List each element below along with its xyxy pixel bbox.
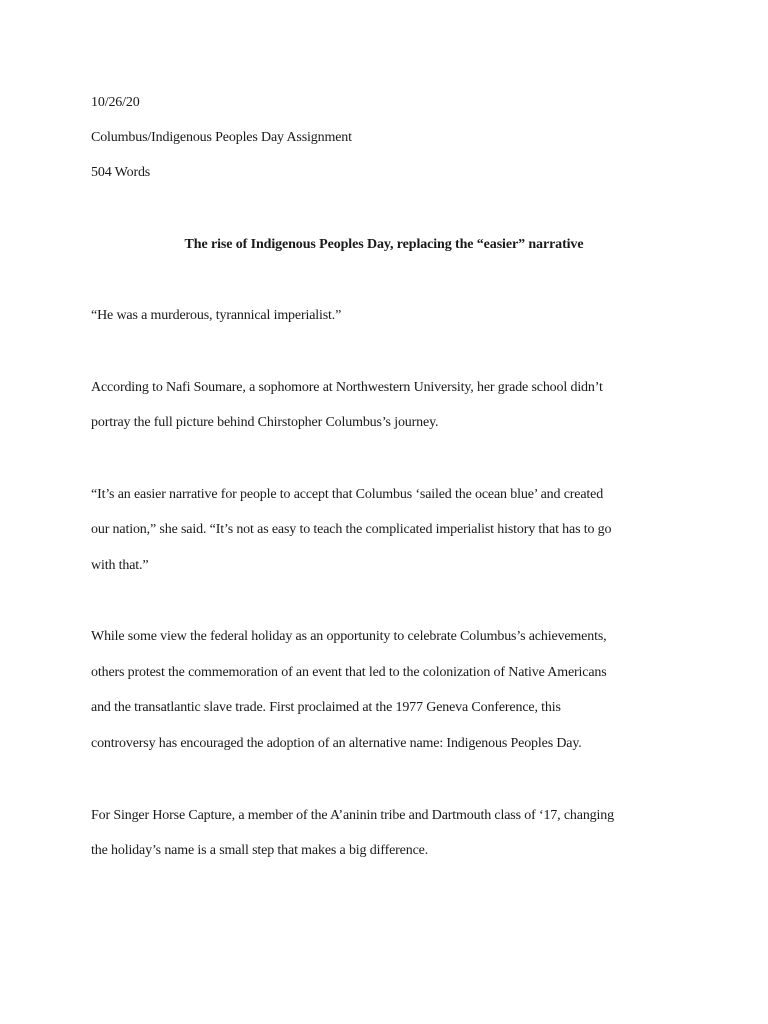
header-assignment: Columbus/Indigenous Peoples Day Assignment [91,130,352,145]
body-line: and the transatlantic slave trade. First proclaimed at the 1977 Geneva Conference, this [91,700,561,715]
body-line: with that.” [91,558,149,573]
header-word-count: 504 Words [91,165,151,180]
body-line: the holiday’s name is a small step that makes a big difference. [91,843,429,858]
body-line: others protest the commemoration of an event that led to the colonization of Native Americans [91,665,607,680]
body-line: “It’s an easier narrative for people to accept that Columbus ‘sailed the ocean blue’ and created [91,487,604,502]
body-line: While some view the federal holiday as an opportunity to celebrate Columbus’s achievements, [91,629,607,644]
body-line: For Singer Horse Capture, a member of the A’aninin tribe and Dartmouth class of ‘17, changing [91,808,614,823]
body-line: portray the full picture behind Chirstopher Columbus’s journey. [91,415,439,430]
body-line: “He was a murderous, tyrannical imperialist.” [91,308,342,323]
body-line: controversy has encouraged the adoption of an alternative name: Indigenous Peoples Day. [91,736,582,751]
body-line: our nation,” she said. “It’s not as easy to teach the complicated imperialist history that has to go [91,522,612,537]
header-date: 10/26/20 [91,95,140,110]
article-title: The rise of Indigenous Peoples Day, replacing the “easier” narrative [184,237,584,252]
body-line: According to Nafi Soumare, a sophomore at Northwestern University, her grade school didn’t [91,380,603,395]
